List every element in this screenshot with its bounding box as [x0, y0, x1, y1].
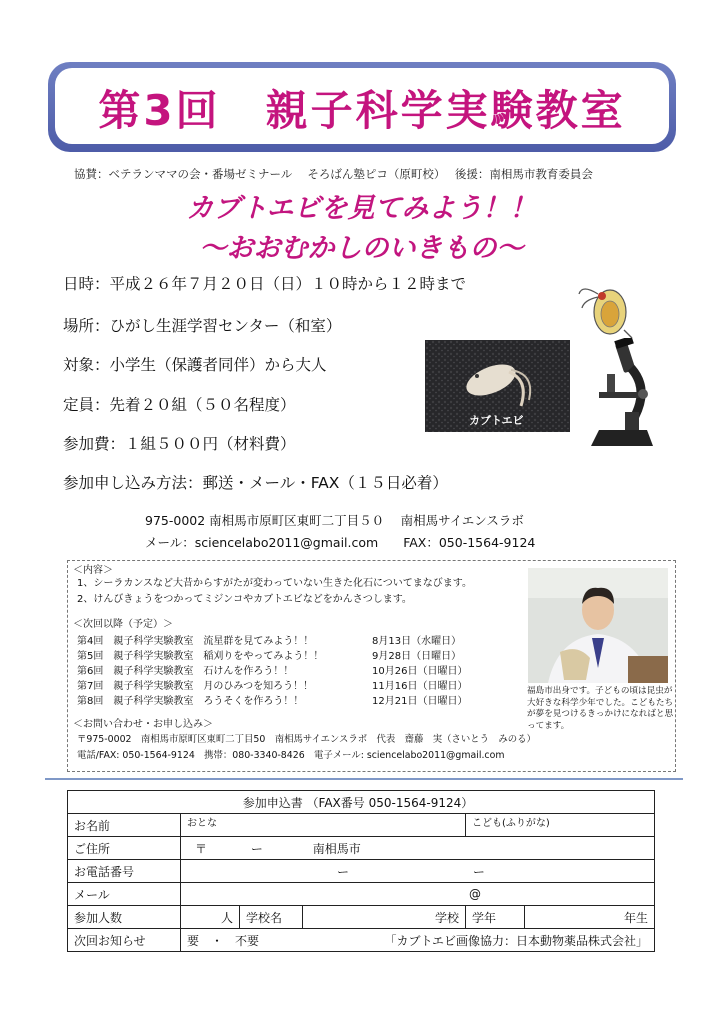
- address-label: ご住所: [68, 837, 181, 860]
- grade-field[interactable]: [525, 906, 655, 929]
- school-label: 学校名: [240, 906, 303, 929]
- schedule-title: 第5回 親子科学実験教室 稲刈りをやってみよう！！: [77, 651, 324, 662]
- phone-label: お電話番号: [68, 860, 181, 883]
- count-label: 参加人数: [68, 906, 181, 929]
- postal-dash: ー: [250, 841, 263, 856]
- event-capacity: 定員：先着２０組（５０名程度）: [63, 396, 296, 414]
- event-place: 場所：ひがし生涯学習センター（和室）: [63, 317, 342, 335]
- section-divider: [45, 778, 683, 780]
- schedule-title: 第8回 親子科学実験教室 ろうそくを作ろう！！: [77, 696, 304, 707]
- content-heading: ＜内容＞: [73, 565, 113, 576]
- content-line-2: 2、けんびきょうをつかってミジンコやカブトエビなどをかんさつします。: [77, 594, 412, 605]
- next-notice-options[interactable]: 要 ・ 不要: [187, 933, 260, 948]
- school-field[interactable]: [303, 906, 466, 929]
- schedule-date: 11月16日（日曜日）: [372, 681, 468, 692]
- next-heading: ＜次回以降（予定）＞: [73, 619, 173, 630]
- inquiry-heading: ＜お問い合わせ・お申し込み＞: [73, 719, 213, 730]
- microscope-illustration: [585, 338, 655, 454]
- inquiry-phone: 電話/FAX: 050-1564-9124 携帯：080-3340-8426 電子メール: sciencelabo2011@gmail.com: [77, 750, 505, 761]
- catchphrase-main: カブトエビを見てみよう！！: [186, 193, 537, 224]
- person-unit: 人: [220, 910, 233, 925]
- grade-suffix: 年生: [623, 910, 648, 925]
- event-date: 日時：平成２６年７月２０日（日）１０時から１２時まで: [63, 275, 467, 293]
- next-notice-field[interactable]: [181, 929, 655, 952]
- inquiry-address: 〒975-0002 南相馬市原町区東町二丁目50 南相馬サイエンスラボ 代表 齋藤 実（さいとう みのる）: [77, 734, 536, 745]
- schedule-title: 第6回 親子科学実験教室 石けんを作ろう！！: [77, 666, 294, 677]
- child-name-field[interactable]: [466, 814, 655, 837]
- adult-name-field[interactable]: [181, 814, 466, 837]
- count-field[interactable]: [181, 906, 240, 929]
- schedule-date: 10月26日（日曜日）: [372, 666, 468, 677]
- sponsors-line: 協賛：ベテランママの会・番場ゼミナール そろばん塾ピコ（原町校） 後援：南相馬市教育委員会: [74, 167, 593, 181]
- photo-label: カブトエビ: [469, 414, 524, 427]
- page-title: 第3回 親子科学実験教室: [98, 86, 626, 135]
- content-line-1: 1、シーラカンスなど大昔からすがたが変わっていない生きた化石についてまなびます。: [77, 578, 472, 589]
- phone-dash: ー: [472, 864, 485, 879]
- daphnia-illustration: [576, 278, 636, 344]
- schedule-date: 9月28日（日曜日）: [372, 651, 462, 662]
- adult-label: おとな: [187, 818, 217, 829]
- name-label: お名前: [68, 814, 181, 837]
- event-apply-method: 参加申し込み方法：郵送・メール・FAX（１５日必着）: [63, 474, 448, 492]
- next-notice-label: 次回お知らせ: [68, 929, 181, 952]
- presenter-photo: [528, 568, 668, 683]
- event-target: 対象：小学生（保護者同伴）から大人: [63, 356, 327, 374]
- schedule-title: 第7回 親子科学実験教室 月のひみつを知ろう！！: [77, 681, 314, 692]
- at-sign: @: [469, 887, 481, 901]
- mail-fax-line: メール：sciencelabo2011@gmail.com FAX：050-1564-9124: [145, 535, 536, 550]
- city-name: 南相馬市: [312, 841, 361, 856]
- mail-label: メール: [68, 883, 181, 906]
- phone-dash: ー: [337, 864, 350, 879]
- tadpole-shrimp-photo: [425, 340, 570, 432]
- address-line: 975-0002 南相馬市原町区東町二丁目５０ 南相馬サイエンスラボ: [145, 513, 524, 528]
- image-credit: 「カブトエビ画像協力：日本動物薬品株式会社」: [384, 933, 648, 948]
- event-fee: 参加費：１組５００円（材料費）: [63, 435, 296, 453]
- application-form: [67, 790, 655, 952]
- schedule-date: 12月21日（日曜日）: [372, 696, 468, 707]
- child-label: こども(ふりがな): [472, 818, 550, 829]
- schedule-title: 第4回 親子科学実験教室 流星群を見てみよう！！: [77, 636, 314, 647]
- form-header: 参加申込書 （FAX番号 050-1564-9124）: [68, 791, 655, 814]
- mail-field[interactable]: [181, 883, 655, 906]
- schedule-date: 8月13日（水曜日）: [372, 636, 462, 647]
- phone-field[interactable]: [181, 860, 655, 883]
- address-field[interactable]: [181, 837, 655, 860]
- school-suffix: 学校: [434, 910, 459, 925]
- postal-mark: 〒: [195, 841, 208, 856]
- catchphrase-sub: 〜おおむかしのいきもの〜: [199, 233, 524, 264]
- grade-label: 学年: [466, 906, 525, 929]
- presenter-caption: 福島市出身です。子どもの頃は昆虫が大好きな科学少年でした。こどもたちが夢を見つけるきっかけになればと思ってます。: [527, 686, 674, 731]
